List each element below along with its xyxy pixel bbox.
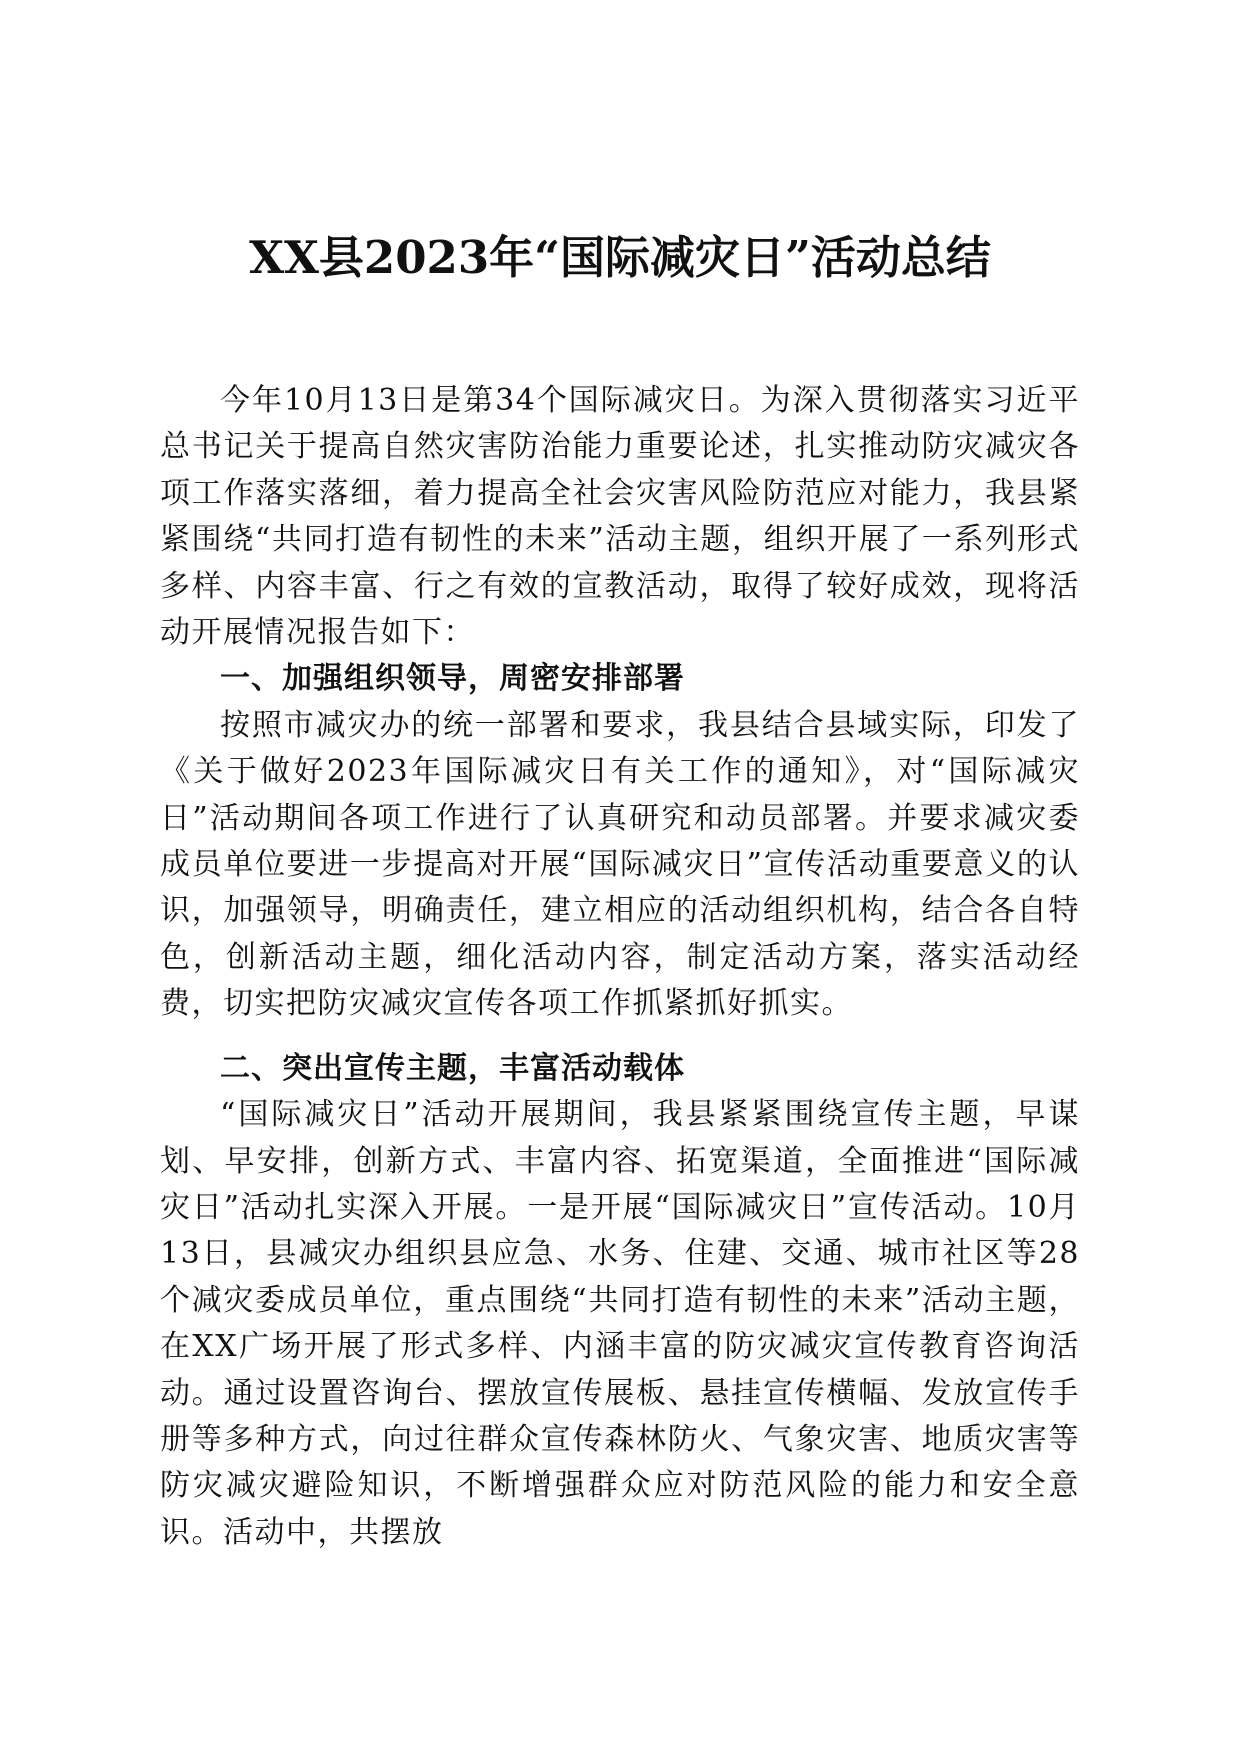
section-body-2: “国际减灾日”活动开展期间，我县紧紧围绕宣传主题，早谋划、早安排，创新方式、丰富内容、拓宽渠道，全面推进“国际减灾日”活动扎实深入开展。一是开展“国际减灾日”宣传活动。10月13日，县减灾办组织县应急、水务、住建、交通、城市社区等28个减灾委成员单位，重点围绕“共同打造有韧性的未来”活动主题，在XX广场开展了形式多样、内涵丰富的防灾减灾宣传教育咨询活动。通过设置咨询台、摆放宣传展板、悬挂宣传横幅、发放宣传手册等多种方式，向过往群众宣传森林防火、气象灾害、地质灾害等防灾减灾避险知识，不断增强群众应对防范风险的能力和安全意识。活动中，共摆放	[160, 1097, 1080, 1550]
section-heading-2: 二、突出宣传主题，丰富活动载体	[220, 1050, 685, 1086]
section-gap	[160, 1028, 1080, 1046]
document-body	[160, 378, 1080, 1556]
intro-paragraph: 今年10月13日是第34个国际减灾日。为深入贯彻落实习近平总书记关于提高自然灾害防治能力重要论述，扎实推动防灾减灾各项工作落实落细，着力提高全社会灾害风险防范应对能力，我县紧紧围绕“共同打造有韧性的未来”活动主题，组织开展了一系列形式多样、内容丰富、行之有效的宣教活动，取得了较好成效，现将活动开展情况报告如下：	[160, 383, 1080, 651]
section-heading-1: 一、加强组织领导，周密安排部署	[220, 661, 685, 697]
document-title: XX县2023年“国际减灾日”活动总结	[249, 231, 991, 284]
section-body-1: 按照市减灾办的统一部署和要求，我县结合县域实际，印发了《关于做好2023年国际减灾日有关工作的通知》，对“国际减灾日”活动期间各项工作进行了认真研究和动员部署。并要求减灾委成员单位要进一步提高对开展“国际减灾日”宣传活动重要意义的认识，加强领导，明确责任，建立相应的活动组织机构，结合各自特色，创新活动主题，细化活动内容，制定活动方案，落实活动经费，切实把防灾减灾宣传各项工作抓紧抓好抓实。	[160, 707, 1080, 1022]
